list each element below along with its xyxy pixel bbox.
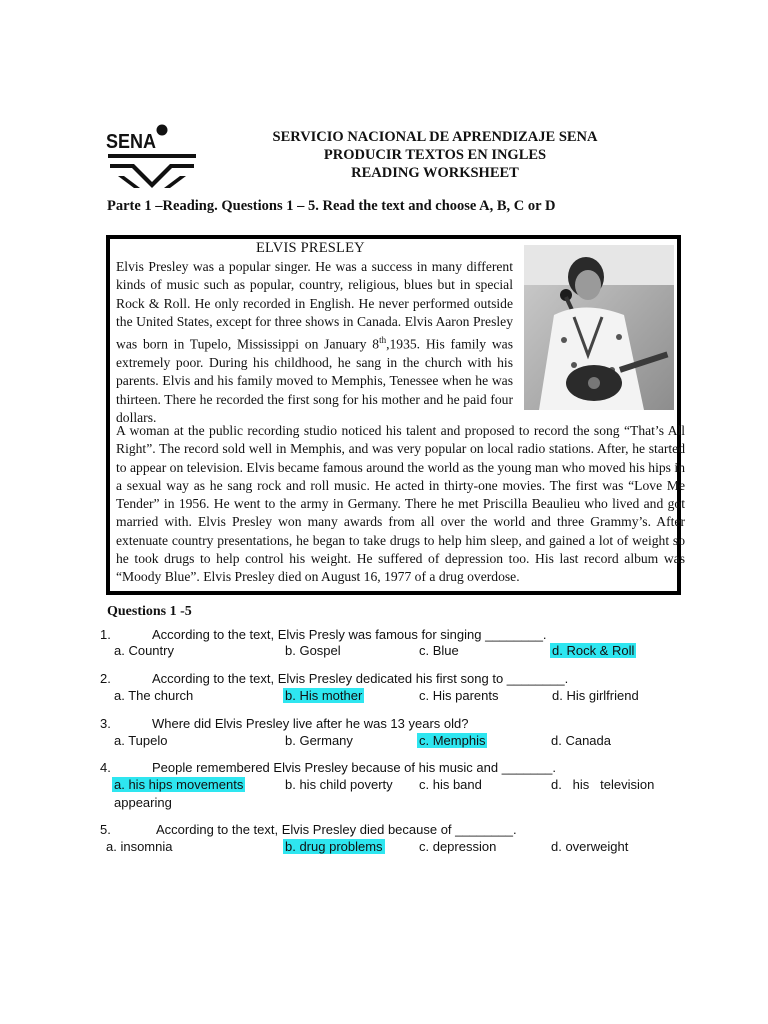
question-4-option-d-cont: appearing <box>114 795 172 810</box>
question-3-option-c[interactable]: c. Memphis <box>419 733 486 748</box>
question-1-option-c[interactable]: c. Blue <box>419 643 459 658</box>
header-line-3: READING WORKSHEET <box>351 165 519 181</box>
article-paragraph-1-a: Elvis Presley was a popular singer. He was a success in many different kinds of music such as popular, country, religious, blues but in special Rock & Roll. He only recorded in English. He never performed outside the United States, except for three shows in Canada. Elvis Aaron Presley was born in Tupelo, Mississippi on January 8 <box>116 259 513 352</box>
question-2-number: 2. <box>100 671 111 686</box>
sena-logo <box>104 124 200 190</box>
question-4-option-d[interactable]: d. his television <box>551 777 655 792</box>
question-1-number: 1. <box>100 627 111 642</box>
article-paragraph-1 <box>116 258 513 427</box>
question-2-option-b[interactable]: b. His mother <box>285 688 363 703</box>
question-5-option-c[interactable]: c. depression <box>419 839 497 854</box>
question-3-text: Where did Elvis Presley live after he was 13 years old? <box>152 716 469 731</box>
question-4-option-b[interactable]: b. his child poverty <box>285 777 393 792</box>
question-2-text: According to the text, Elvis Presley dedicated his first song to ________. <box>152 671 569 686</box>
question-4-option-c[interactable]: c. his band <box>419 777 482 792</box>
header-line-1: SERVICIO NACIONAL DE APRENDIZAJE SENA <box>272 129 598 145</box>
article-paragraph-2: A woman at the public recording studio noticed his talent and proposed to record the song “That’s All Right”. The record sold well in Memphis, and was very popular on local radio stations. After, he started to appear on television. Elvis became famous around the world as the young man who moved his hips in a sexual way as he sang rock and roll music. He acted in thirty-one movies. The first was “Love Me Tender” in 1956. He went to the army in Germany. There he met Priscilla Beaulieu who lived and got married with. Elvis Presley won many awards from all over the world and three Grammy’s. After extenuate country presentations, he began to take drugs to help him sleep, and gained a lot of weight so he took drugs to help control his weight. He suffered of depression too. His last record album was “Moody Blue”. Elvis Presley died on August 16, 1977 of a drug overdose. <box>116 423 685 585</box>
question-1-option-a[interactable]: a. Country <box>114 643 174 658</box>
sena-logo-text: SENA <box>106 131 156 153</box>
question-5-option-a[interactable]: a. insomnia <box>106 839 173 854</box>
elvis-photo-image <box>524 245 674 410</box>
header-line-2: PRODUCIR TEXTOS EN INGLES <box>323 147 547 163</box>
question-3-number: 3. <box>100 716 111 731</box>
article-paragraph-1-b: ,1935. His family was extremely poor. During his childhood, he sang in the church with his parents. Elvis and his family moved to Memphis, Tenessee when he was thirteen. There he recorded the first song for his mother and he paid four dollars. <box>116 336 513 425</box>
question-1-option-d[interactable]: d. Rock & Roll <box>552 643 635 658</box>
questions-heading: Questions 1 -5 <box>107 604 192 619</box>
question-5-option-b[interactable]: b. drug problems <box>285 839 383 854</box>
question-5-number: 5. <box>100 822 111 837</box>
article-title: ELVIS PRESLEY <box>256 240 365 256</box>
question-2-option-c[interactable]: c. His parents <box>419 688 499 703</box>
article-superscript: th <box>379 335 387 346</box>
question-5-text: According to the text, Elvis Presley died because of ________. <box>156 822 517 837</box>
question-3-option-a[interactable]: a. Tupelo <box>114 733 168 748</box>
question-5-option-d[interactable]: d. overweight <box>551 839 629 854</box>
instructions: Parte 1 –Reading. Questions 1 – 5. Read the text and choose A, B, C or D <box>107 198 556 214</box>
question-1-option-b[interactable]: b. Gospel <box>285 643 341 658</box>
question-3-option-d[interactable]: d. Canada <box>551 733 611 748</box>
question-4-text: People remembered Elvis Presley because of his music and _______. <box>152 760 556 775</box>
question-3-option-b[interactable]: b. Germany <box>285 733 353 748</box>
question-4-option-a[interactable]: a. his hips movements <box>114 777 244 792</box>
question-2-option-d[interactable]: d. His girlfriend <box>552 688 639 703</box>
question-1-text: According to the text, Elvis Presly was famous for singing ________. <box>152 627 547 642</box>
question-4-number: 4. <box>100 760 111 775</box>
question-2-option-a[interactable]: a. The church <box>114 688 194 703</box>
